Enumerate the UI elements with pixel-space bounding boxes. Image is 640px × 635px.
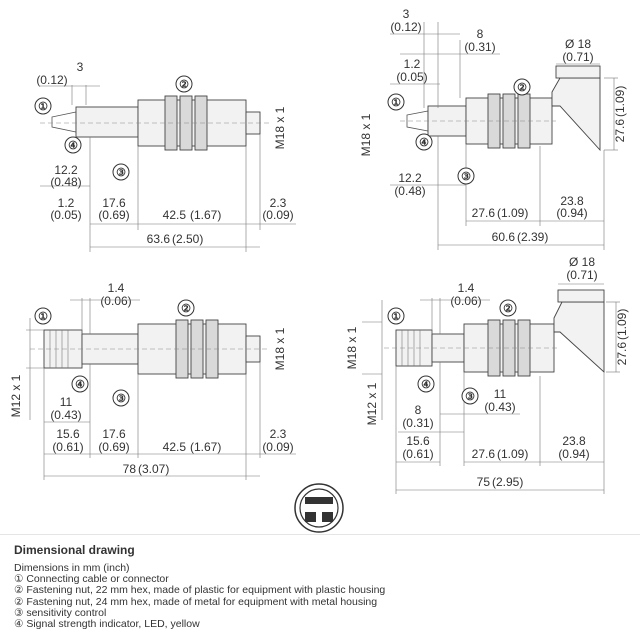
dim-value: 11 bbox=[493, 387, 507, 401]
diagram-angled-connector bbox=[345, 255, 629, 494]
svg-text:①: ① bbox=[391, 97, 401, 109]
svg-text:④: ④ bbox=[68, 140, 78, 152]
caption-line-4: ④ Signal strength indicator, LED, yellow bbox=[14, 618, 200, 631]
dim-value: Ø 18 bbox=[568, 255, 596, 269]
angled-head bbox=[552, 78, 600, 150]
svg-text:④: ④ bbox=[421, 379, 431, 391]
dim-inch: (0.12) bbox=[390, 20, 422, 34]
dim-inch: (0.09) bbox=[262, 208, 294, 222]
dim-value: 15.6 bbox=[406, 434, 430, 448]
dim-inch: (0.31) bbox=[402, 416, 434, 430]
caption-line-2b: ② Fastening nut, 24 mm hex, made of metal for equipment with metal housing bbox=[14, 595, 378, 608]
dim-42-5: 42.5 (1.67) bbox=[162, 208, 222, 222]
dim-inch: (0.71) bbox=[562, 50, 594, 64]
dim-inch: (0.71) bbox=[566, 268, 598, 282]
dim-inch: (0.12) bbox=[36, 73, 68, 87]
svg-text:③: ③ bbox=[461, 171, 471, 183]
dim-60-6: 60.6 (2.39) bbox=[491, 230, 549, 244]
svg-text:②: ② bbox=[181, 303, 191, 315]
dim-inch: (0.48) bbox=[50, 175, 82, 189]
svg-text:③: ③ bbox=[116, 167, 126, 179]
dim-27-6: 27.6 (1.09) bbox=[471, 447, 529, 461]
callout-1 bbox=[388, 94, 404, 110]
dim-inch: (0.69) bbox=[98, 440, 130, 454]
dim-inch: (0.05) bbox=[50, 208, 82, 222]
callout-3 bbox=[462, 388, 478, 404]
dim-inch: (0.05) bbox=[396, 70, 428, 84]
separator bbox=[0, 534, 640, 535]
label-thread: M18 x 1 bbox=[273, 327, 287, 371]
dim-inch: (0.09) bbox=[262, 440, 294, 454]
label-thread: M18 x 1 bbox=[359, 113, 373, 157]
callout-2 bbox=[176, 76, 192, 92]
caption-line-units: Dimensions in mm (inch) bbox=[14, 562, 130, 574]
dim-27-6: 27.6 (1.09) bbox=[471, 206, 529, 220]
callout-3 bbox=[113, 390, 129, 406]
dim-inch: (0.94) bbox=[556, 206, 588, 220]
callout-1 bbox=[388, 308, 404, 324]
label-thread: M18 x 1 bbox=[345, 326, 359, 370]
callout-1 bbox=[35, 98, 51, 114]
dim-inch: (0.06) bbox=[450, 294, 482, 308]
dim-value: 1.2 bbox=[57, 196, 75, 210]
callout-2 bbox=[178, 300, 194, 316]
diagram-angled-cable bbox=[359, 7, 627, 250]
caption-line-1: ① Connecting cable or connector bbox=[14, 573, 169, 586]
label-thread-connector: M12 x 1 bbox=[9, 374, 23, 418]
dim-value: 1.2 bbox=[403, 57, 421, 71]
callout-3 bbox=[458, 168, 474, 184]
svg-text:①: ① bbox=[391, 311, 401, 323]
dim-27-6-vertical: 27.6(1.09) bbox=[613, 85, 627, 143]
dim-inch: (0.69) bbox=[98, 208, 130, 222]
caption-line-2a: ② Fastening nut, 22 mm hex, made of plastic for equipment with plastic housing bbox=[14, 584, 386, 597]
diagram-straight-connector bbox=[9, 281, 296, 480]
svg-text:②: ② bbox=[503, 303, 513, 315]
svg-text:④: ④ bbox=[419, 137, 429, 149]
callout-4 bbox=[416, 134, 432, 150]
dim-value: 8 bbox=[414, 403, 422, 417]
svg-text:③: ③ bbox=[465, 391, 475, 403]
dim-value: 15.6 bbox=[56, 427, 80, 441]
dim-value: Ø 18 bbox=[564, 37, 592, 51]
dim-value: 23.8 bbox=[560, 194, 584, 208]
angled-head bbox=[554, 302, 604, 372]
dim-value: 3 bbox=[76, 60, 84, 74]
diagram-straight-cable bbox=[35, 60, 296, 252]
dim-inch: (0.06) bbox=[100, 294, 132, 308]
dim-63-6: 63.6 (2.50) bbox=[146, 232, 204, 246]
svg-text:②: ② bbox=[179, 79, 189, 91]
dim-inch: (0.43) bbox=[50, 408, 82, 422]
dim-75: 75 (2.95) bbox=[476, 475, 524, 489]
dim-inch: (0.43) bbox=[484, 400, 516, 414]
callout-1 bbox=[35, 308, 51, 324]
dim-value: 12.2 bbox=[54, 163, 78, 177]
sensor-face bbox=[558, 290, 604, 302]
cable-gland bbox=[76, 107, 138, 137]
dim-value: 17.6 bbox=[102, 196, 126, 210]
label-thread: M18 x 1 bbox=[273, 106, 287, 150]
dim-inch: (0.61) bbox=[402, 447, 434, 461]
dim-value: 1.4 bbox=[107, 281, 125, 295]
dim-value: 23.8 bbox=[562, 434, 586, 448]
caption-line-3: ③ sensitivity control bbox=[14, 606, 107, 619]
dim-value: 2.3 bbox=[269, 196, 287, 210]
caption-title: Dimensional drawing bbox=[14, 543, 135, 557]
dim-value: 1.4 bbox=[457, 281, 475, 295]
callout-2 bbox=[500, 300, 516, 316]
callout-4 bbox=[72, 376, 88, 392]
dim-value: 2.3 bbox=[269, 427, 287, 441]
dim-inch: (0.94) bbox=[558, 447, 590, 461]
svg-text:②: ② bbox=[517, 82, 527, 94]
dim-value: 11 bbox=[59, 395, 73, 409]
dim-value: 8 bbox=[476, 27, 484, 41]
sensor-face bbox=[556, 66, 600, 78]
callout-2 bbox=[514, 79, 530, 95]
cable-end bbox=[52, 112, 76, 132]
dim-inch: (0.48) bbox=[394, 184, 426, 198]
dim-78: 78 (3.07) bbox=[122, 462, 170, 476]
svg-text:①: ① bbox=[38, 101, 48, 113]
callout-3 bbox=[113, 164, 129, 180]
callout-4 bbox=[65, 137, 81, 153]
sensor-symbol-icon bbox=[295, 484, 343, 532]
dim-inch: (0.61) bbox=[52, 440, 84, 454]
caption-block bbox=[14, 543, 634, 630]
dim-42-5: 42.5 (1.67) bbox=[162, 440, 222, 454]
dim-value: 12.2 bbox=[398, 171, 422, 185]
dim-value: 3 bbox=[402, 7, 410, 21]
svg-text:①: ① bbox=[38, 311, 48, 323]
svg-text:④: ④ bbox=[75, 379, 85, 391]
label-thread-connector: M12 x 1 bbox=[365, 382, 379, 426]
dim-inch: (0.31) bbox=[464, 40, 496, 54]
callout-4 bbox=[418, 376, 434, 392]
dim-27-6-vertical: 27.6(1.09) bbox=[615, 308, 629, 366]
dim-value: 17.6 bbox=[102, 427, 126, 441]
svg-text:③: ③ bbox=[116, 393, 126, 405]
